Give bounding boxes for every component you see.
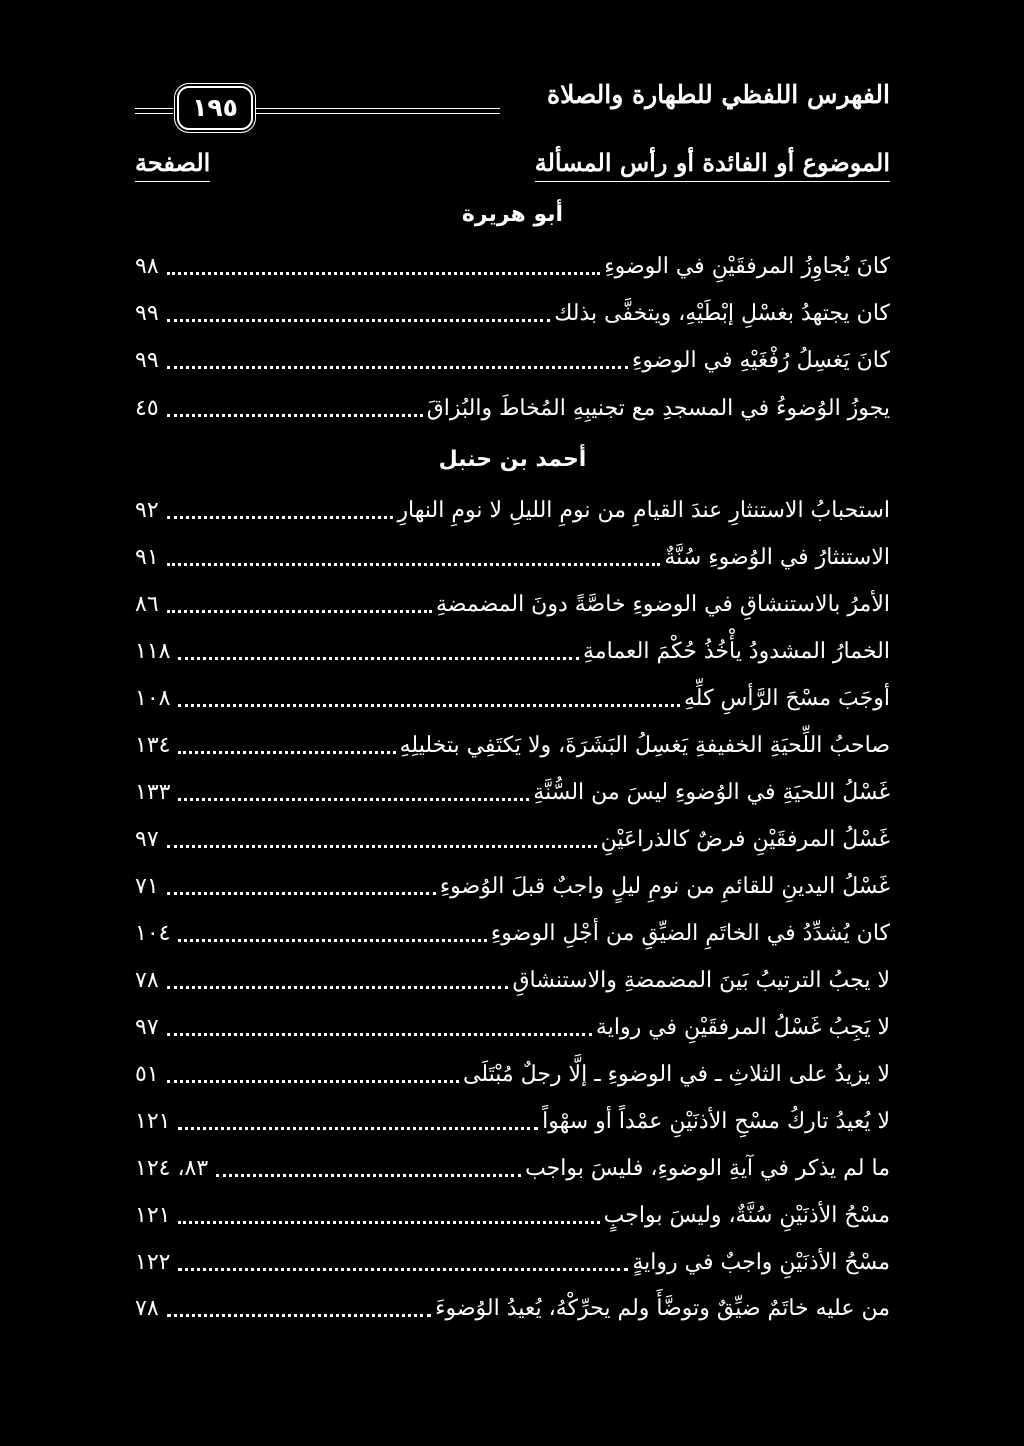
entry-page: ١٢١ xyxy=(135,1108,171,1134)
index-entry xyxy=(135,386,890,430)
entry-text: لا يزيدُ على الثلاثِ ـ في الوضوءِ ـ إلَّا رجلٌ مُبْتَلَى xyxy=(463,1061,890,1087)
index-entry xyxy=(135,770,890,814)
entry-leader-dots xyxy=(167,272,601,275)
entry-text: من عليه خاتَمٌ ضيِّقٌ وتوضَّأَ ولم يحرِّكْهُ، يُعيدُ الوُضوءَ xyxy=(435,1295,890,1321)
entry-leader-dots xyxy=(167,892,436,895)
entry-leader-dots xyxy=(178,1127,538,1130)
entry-leader-dots xyxy=(167,1314,432,1317)
index-entry xyxy=(135,291,890,335)
entry-page: ٩٩ xyxy=(135,347,159,373)
entry-page: ٥١ xyxy=(135,1061,159,1087)
index-entry xyxy=(135,582,890,626)
entry-text: غَسْلُ المرفقَيْنِ فرضٌ كالذراعَيْنِ xyxy=(600,826,890,852)
index-entry xyxy=(135,723,890,767)
index-entry xyxy=(135,911,890,955)
entry-page: ٧١ xyxy=(135,873,159,899)
entry-leader-dots xyxy=(167,516,394,519)
section-heading: أبو هريرة xyxy=(461,202,564,227)
page-column-heading: الصفحة xyxy=(135,148,210,182)
entry-leader-dots xyxy=(178,798,529,801)
index-entry xyxy=(135,817,890,861)
running-header xyxy=(135,80,890,124)
entry-text: الخمارُ المشدودُ يأْخُذُ حُكْمَ العمامةِ xyxy=(583,638,890,664)
entry-page: ٩٧ xyxy=(135,826,159,852)
entry-page: ٧٨ xyxy=(135,1295,159,1321)
index-entry xyxy=(135,535,890,579)
entry-text: يجوزُ الوُضوءُ في المسجدِ مع تجنيبِهِ المُخاطَ والبُزاقَ xyxy=(426,395,890,421)
entry-page: ١٠٨ xyxy=(135,685,171,711)
entry-text: استحبابُ الاستنثارِ عندَ القيامِ من نومِ الليلِ لا نومِ النهارِ xyxy=(397,497,890,523)
entry-page: ٩٩ xyxy=(135,300,159,326)
entry-leader-dots xyxy=(167,986,509,989)
entry-text: أوجَبَ مسْحَ الرَّأسِ كلِّهِ xyxy=(683,685,890,711)
entry-text: الأمرُ بالاستنشاقِ في الوضوءِ خاصَّةً دونَ المضمضةِ xyxy=(435,591,890,617)
entry-text: كان يُشدِّدُ في الخاتَمِ الضيِّقِ من أجْلِ الوضوءِ xyxy=(490,920,890,946)
entry-page: ١٣٣ xyxy=(135,779,171,805)
entry-leader-dots xyxy=(178,1221,599,1224)
entry-text: كان يجتهدُ بغسْلِ إبْطَيْهِ، ويتخفَّى بذلك xyxy=(554,300,890,326)
entry-text: لا يجبُ الترتيبُ بَينَ المضمضةِ والاستنشاقِ xyxy=(512,967,890,993)
column-headings xyxy=(135,148,890,190)
entry-page: ٧٨ xyxy=(135,967,159,993)
entry-page: ٤٥ xyxy=(135,395,159,421)
entry-text: لا يَجِبُ غَسْلُ المرفقَيْنِ في رواية xyxy=(595,1014,890,1040)
entry-leader-dots xyxy=(178,657,579,660)
entry-text: مسْحُ الأذنَيْنِ واجبٌ في روايةٍ xyxy=(632,1249,890,1275)
entry-page: ١١٨ xyxy=(135,638,171,664)
entry-leader-dots xyxy=(167,319,551,322)
index-entry xyxy=(135,958,890,1002)
entry-text: مسْحُ الأذنَيْنِ سُنَّةٌ، وليسَ بواجبٍ xyxy=(603,1202,890,1228)
entry-leader-dots xyxy=(178,939,486,942)
entry-page: ٩٢ xyxy=(135,497,159,523)
entry-leader-dots xyxy=(167,1080,459,1083)
entry-page: ٩٨ xyxy=(135,253,159,279)
topic-column-heading: الموضوع أو الفائدة أو رأس المسألة xyxy=(535,148,890,182)
header-rule-right xyxy=(255,108,500,114)
entry-leader-dots xyxy=(167,610,432,613)
entry-leader-dots xyxy=(167,563,661,566)
entry-text: غَسْلُ اليدينِ للقائمِ من نومِ ليلٍ واجبٌ قبلَ الوُضوءِ xyxy=(439,873,890,899)
index-entry xyxy=(135,1005,890,1049)
index-entry xyxy=(135,1240,890,1284)
entry-text: كانَ يَغسِلُ رُفْغَيْهِ في الوضوءِ xyxy=(632,347,890,373)
entry-leader-dots xyxy=(178,1268,628,1271)
index-entry xyxy=(135,1099,890,1143)
entry-leader-dots xyxy=(167,414,423,417)
section-heading: أحمد بن حنبل xyxy=(438,447,587,472)
running-header-title: الفهرس اللفظي للطهارة والصلاة xyxy=(537,80,890,109)
entry-page: ٩١ xyxy=(135,544,159,570)
index-entry xyxy=(135,1052,890,1096)
entry-page: ١٢١ xyxy=(135,1202,171,1228)
entry-leader-dots xyxy=(216,1174,521,1177)
entry-leader-dots xyxy=(178,704,680,707)
page-number-badge: ١٩٥ xyxy=(177,86,253,130)
entry-page: ١٢٢ xyxy=(135,1249,171,1275)
entry-text: كانَ يُجاوِزُ المرفقَيْنِ في الوضوءِ xyxy=(604,253,890,279)
entry-text: صاحبُ اللِّحيَةِ الخفيفةِ يَغسِلُ البَشَرَةَ، ولا يَكتَفِي بتخليلِهِ xyxy=(399,732,890,758)
index-entry xyxy=(135,1146,890,1190)
entry-page: ٨٣، ١٢٤ xyxy=(135,1155,209,1181)
index-entry xyxy=(135,629,890,673)
entry-page: ٩٧ xyxy=(135,1014,159,1040)
index-entry xyxy=(135,864,890,908)
entry-page: ٨٦ xyxy=(135,591,159,617)
entry-page: ١٣٤ xyxy=(135,732,171,758)
entry-leader-dots xyxy=(167,845,597,848)
index-entry xyxy=(135,244,890,288)
index-entry xyxy=(135,676,890,720)
index-entry xyxy=(135,338,890,382)
entry-text: الاستنثارُ في الوُضوءِ سُنَّةٌ xyxy=(664,544,890,570)
header-rule-left xyxy=(135,108,173,114)
entry-leader-dots xyxy=(167,1033,592,1036)
entry-page: ١٠٤ xyxy=(135,920,171,946)
entry-leader-dots xyxy=(178,751,395,754)
index-entry xyxy=(135,1193,890,1237)
entry-text: ما لم يذكر في آيةِ الوضوءِ، فليسَ بواجب xyxy=(525,1155,890,1181)
entry-leader-dots xyxy=(167,366,628,369)
entry-text: لا يُعيدُ تاركُ مسْحِ الأذنَيْنِ عمْداً أو سهْواً xyxy=(542,1108,890,1134)
index-entry xyxy=(135,488,890,532)
index-entry xyxy=(135,1286,890,1330)
entry-text: غَسْلُ اللحيَةِ في الوُضوءِ ليسَ من السُّنَّةِ xyxy=(533,779,890,805)
